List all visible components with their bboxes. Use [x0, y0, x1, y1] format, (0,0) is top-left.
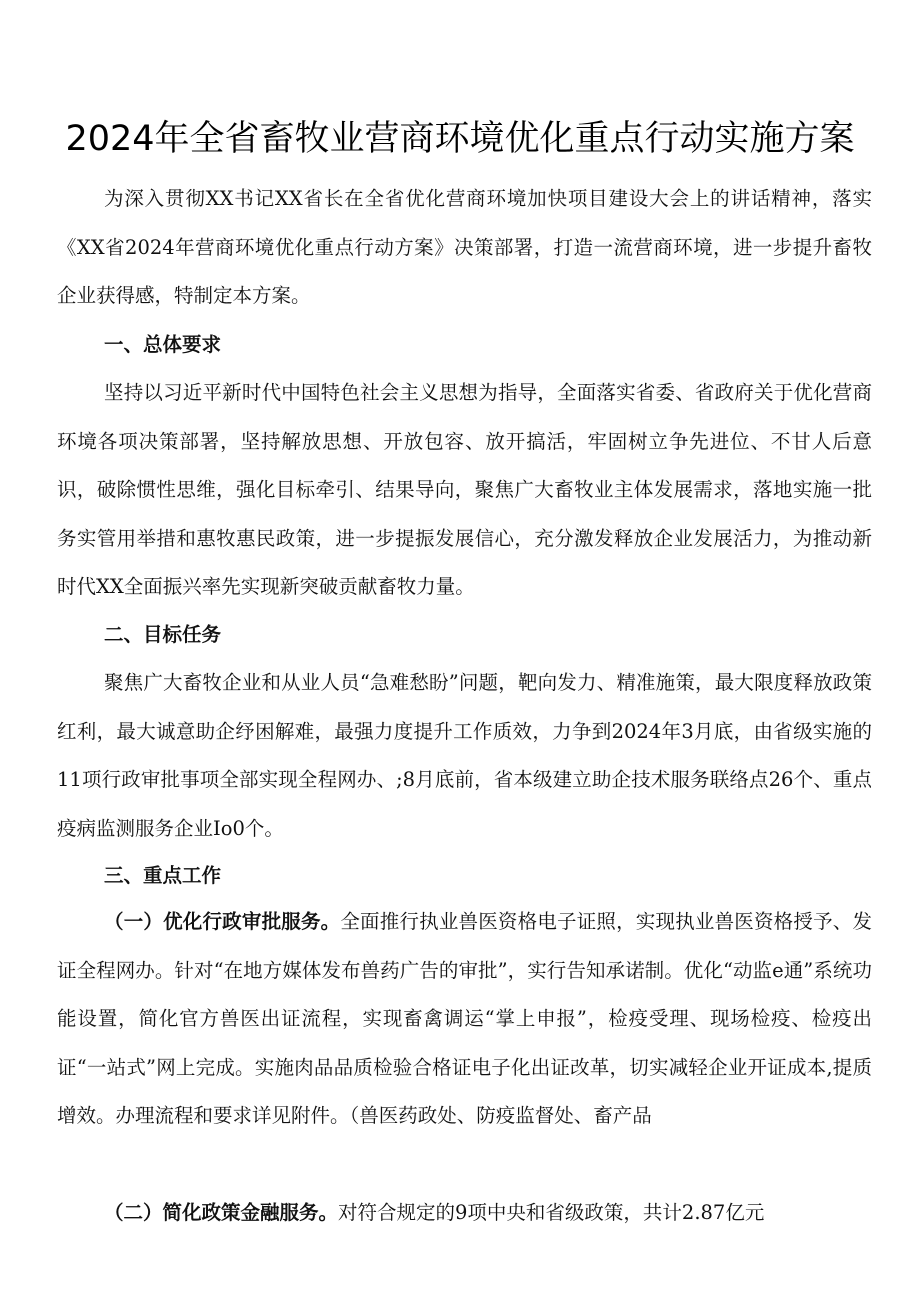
section-heading-goals-tasks: 二、目标任务: [104, 623, 222, 646]
section-paragraph-overall-requirements: 坚持以习近平新时代中国特色社会主义思想为指导，全面落实省委、省政府关于优化营商环境各项决策部署，坚持解放思想、开放包容、放开搞活，牢固树立争先进位、不甘人后意识，破除惯性思维，强化目标牵引、结果导向，聚焦广大畜牧业主体发展需求，落地实施一批务实管用举措和惠牧惠民政策，进一步提振发展信心，充分激发释放企业发展活力，为推动新时代XX全面振兴率先实现新突破贡献畜牧力量。: [57, 381, 872, 598]
item-lead-policy-finance: （二）简化政策金融服务。: [104, 1201, 339, 1224]
intro-paragraph: 为深入贯彻XX书记XX省长在全省优化营商环境加快项目建设大会上的讲话精神，落实《XX省2024年营商环境优化重点行动方案》决策部署，打造一流营商环境，进一步提升畜牧企业获得感，特制定本方案。: [57, 187, 872, 307]
key-work-item-administrative-approval: [57, 898, 872, 1141]
document-title: 2024年全省畜牧业营商环境优化重点行动实施方案: [65, 119, 855, 159]
item-body-administrative-approval: 全面推行执业兽医资格电子证照，实现执业兽医资格授予、发证全程网办。针对“在地方媒体发布兽药广告的审批”，实行告知承诺制。优化“动监e通”系统功能设置，简化官方兽医出证流程，实现畜禽调运“掌上申报”，检疫受理、现场检疫、检疫出证“一站式”网上完成。实施肉品品质检验合格证电子化出证改革，切实减轻企业开证成本,提质增效。办理流程和要求详见附件。（兽医药政处、防疫监督处、畜产品: [57, 910, 872, 1127]
section-heading-key-work: 三、重点工作: [104, 864, 222, 887]
section-heading-overall-requirements: 一、总体要求: [104, 333, 222, 356]
key-work-item-policy-finance: [57, 1189, 872, 1238]
section-paragraph-goals-tasks: 聚焦广大畜牧企业和从业人员“急难愁盼”问题，靶向发力、精准施策，最大限度释放政策红利，最大诚意助企纾困解难，最强力度提升工作质效，力争到2024年3月底，由省级实施的11项行政审批事项全部实现全程网办、;8月底前，省本级建立助企技术服务联络点26个、重点疫病监测服务企业Io0个。: [57, 671, 872, 840]
item-body-policy-finance: 对符合规定的9项中央和省级政策，共计2.87亿元: [338, 1201, 765, 1224]
item-lead-administrative-approval: （一）优化行政审批服务。: [104, 910, 341, 933]
